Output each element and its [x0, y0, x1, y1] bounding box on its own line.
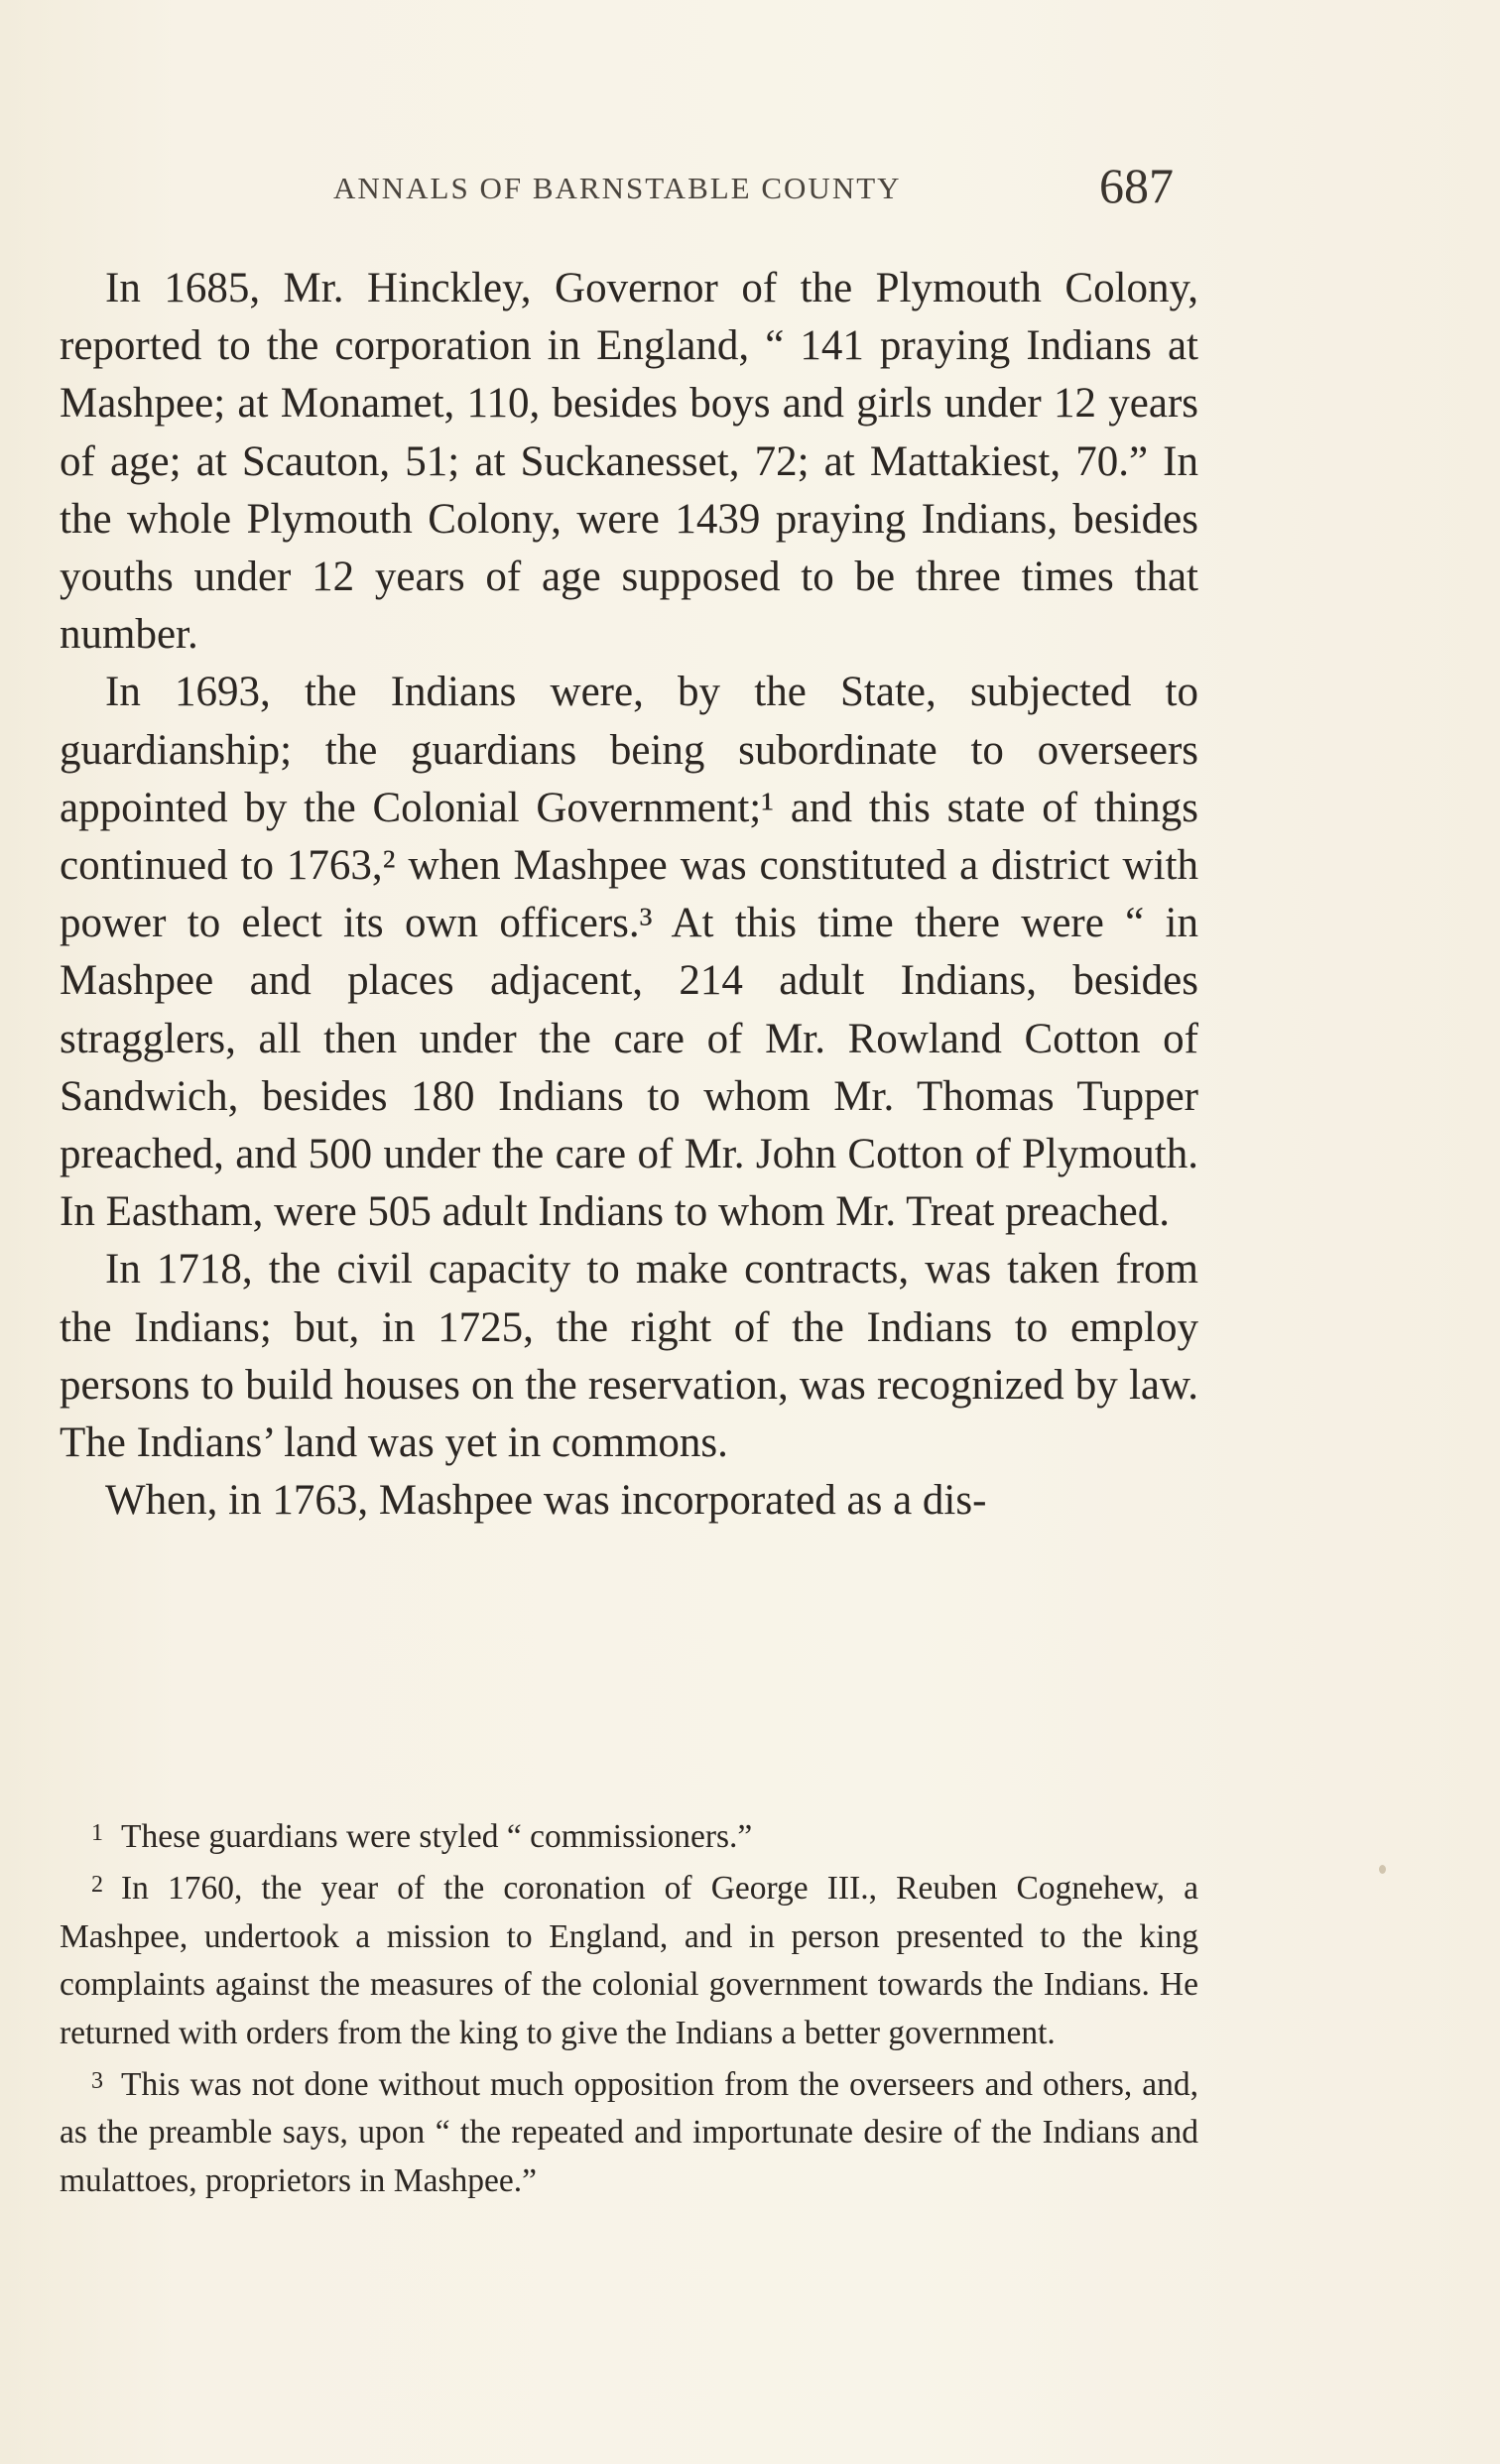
footnotes [60, 1809, 1198, 2205]
body-text [60, 260, 1198, 1530]
paragraph-1693: In 1693, the Indians were, by the State, subjected to guardianship; the guardians being subordinate to overseers appointed by the Colonial Government;¹ and this state of things continued to 1763,² when Mashpee was constituted a district with power to elect its own officers.³ At this time there were “ in Mashpee and places adjacent, 214 adult Indians, besides stragglers, all then under the care of Mr. Rowland Cotton of Sandwich, besides 180 Indians to whom Mr. Thomas Tupper preached, and 500 under the care of Mr. John Cotton of Plymouth. In Eastham, were 505 adult Indians to whom Mr. Treat preached. [60, 669, 1198, 1236]
footnote-2 [60, 1861, 1198, 2057]
footnote-text: In 1760, the year of the coronation of George III., Reuben Cognehew, a Mashpee, undertook a mission to England, and in person presented to the king complaints against the measures of the colonial government towards the Indians. He returned with orders from the king to give the Indians a better government. [60, 1870, 1198, 2051]
footnote-1 [60, 1809, 1198, 1861]
footnote-mark: 3 [91, 2068, 103, 2095]
page-number: 687 [1099, 158, 1174, 213]
footnote-text: This was not done without much opposition from the overseers and others, and, as the preamble says, upon “ the repeated and importunate desire of the Indians and mulattoes, proprietors in Mashpee.” [60, 2066, 1198, 2199]
running-title: ANNALS OF BARNSTABLE COUNTY [333, 171, 902, 205]
paragraph-1718: In 1718, the civil capacity to make contracts, was taken from the Indians; but, in 1725, the right of the Indians to employ persons to build houses on the reservation, was recognized by law. The Indians’ land was yet in commons. [60, 1246, 1198, 1467]
footnote-mark: 1 [91, 1820, 103, 1846]
footnote-3 [60, 2057, 1198, 2205]
footnote-mark: 2 [91, 1872, 103, 1899]
paragraph-1763: When, in 1763, Mashpee was incorporated as a dis- [105, 1477, 987, 1525]
running-head [0, 157, 1500, 216]
paper-spot [1379, 1865, 1386, 1874]
paragraph-1685: In 1685, Mr. Hinckley, Governor of the Plymouth Colony, reported to the corporation in England, “ 141 praying Indians at Mashpee; at Monamet, 110, besides boys and girls under 12 years of age; at Scauton, 51; at Suckanesset, 72; at Mattakiest, 70.” In the whole Plymouth Colony, were 1439 praying Indians, besides youths under 12 years of age supposed to be three times that number. [60, 265, 1198, 659]
footnote-text: These guardians were styled “ commissioners.” [121, 1818, 753, 1855]
